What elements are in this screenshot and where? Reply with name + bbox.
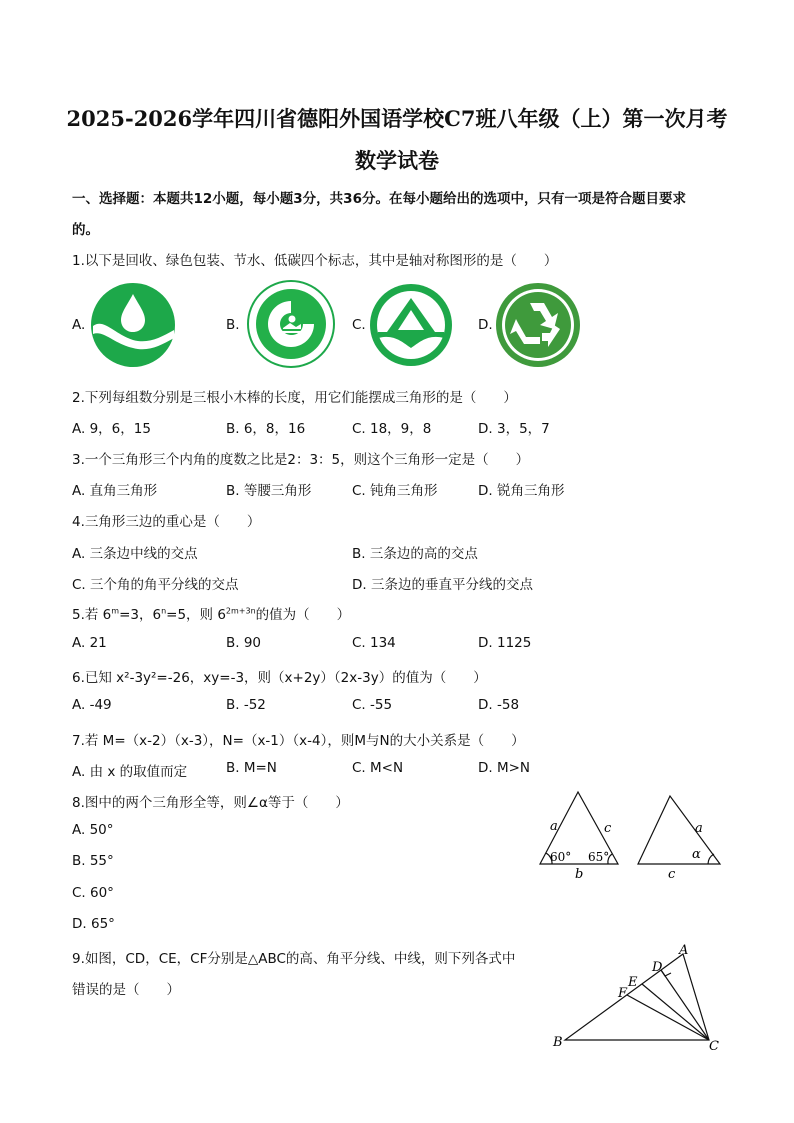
q1-option-b-label: B. — [226, 317, 240, 333]
q1-option-d-label: D. — [478, 317, 493, 333]
q8-option-d: D. 65° — [72, 916, 115, 932]
q9-bisector-ce — [642, 984, 709, 1040]
q9-triangle-figure — [545, 940, 725, 1054]
q8-angle-60: 60° — [550, 850, 572, 864]
q5-option-b: B. 90 — [226, 635, 262, 651]
q8-label-a-right: a — [695, 821, 703, 836]
q8-angle-65: 65° — [588, 850, 610, 864]
q8-congruent-triangles-figure — [530, 782, 730, 886]
q5-option-a: A. 21 — [72, 635, 107, 651]
q8-option-b: B. 55° — [72, 853, 114, 869]
q2-option-d: D. 3，5，7 — [478, 421, 550, 437]
q1-option-a-label: A. — [72, 317, 86, 333]
q3-option-a: A. 直角三角形 — [72, 483, 158, 499]
question-8-stem: 8.图中的两个三角形全等，则∠α等于（ ） — [72, 795, 349, 811]
q9-label-c: C — [709, 1039, 719, 1054]
exam-title-line1: 2025-2026学年四川省德阳外国语学校C7班八年级（上）第一次月考 — [66, 106, 728, 131]
q8-right-triangle — [638, 796, 720, 864]
q3-option-b: B. 等腰三角形 — [226, 483, 312, 499]
q9-label-e: E — [628, 975, 638, 990]
water-saving-logo-icon — [368, 282, 454, 368]
q8-option-a: A. 50° — [72, 822, 114, 838]
q3-option-c: C. 钝角三角形 — [352, 483, 438, 499]
q2-option-a: A. 9，6，15 — [72, 421, 151, 437]
question-1-stem: 1.以下是回收、绿色包装、节水、低碳四个标志，其中是轴对称图形的是（ ） — [72, 253, 558, 269]
q4-option-a: A. 三条边中线的交点 — [72, 546, 198, 562]
q8-option-c: C. 60° — [72, 885, 114, 901]
green-package-logo-icon — [246, 279, 336, 369]
exam-title-line2: 数学试卷 — [355, 148, 439, 173]
q6-option-d: D. -58 — [478, 697, 520, 713]
q9-label-d: D — [652, 960, 663, 975]
q8-label-alpha: α — [692, 847, 701, 862]
recycle-logo-icon — [494, 281, 582, 369]
question-7-stem: 7.若 M=（x-2）（x-3），N=（x-1）（x-4），则M与N的大小关系是（ ） — [72, 733, 525, 749]
q5-option-d: D. 1125 — [478, 635, 532, 651]
q6-option-c: C. -55 — [352, 697, 393, 713]
q8-label-a-left: a — [550, 819, 558, 834]
q1-option-c-label: C. — [352, 317, 366, 333]
q7-option-d: D. M>N — [478, 760, 531, 776]
question-4-stem: 4.三角形三边的重心是（ ） — [72, 514, 261, 530]
q7-option-c: C. M<N — [352, 760, 404, 776]
q2-option-b: B. 6，8，16 — [226, 421, 306, 437]
q6-option-b: B. -52 — [226, 697, 266, 713]
q9-label-b: B — [553, 1035, 563, 1050]
q7-option-a: A. 由 x 的取值而定 — [72, 764, 188, 780]
question-5-stem: 5.若 $6^m=3$，$6^n=5$，则 $6^{2m+3n}$的值为（ ） — [72, 606, 351, 623]
question-2-stem: 2.下列每组数分别是三根小木棒的长度，用它们能摆成三角形的是（ ） — [72, 390, 517, 406]
q8-label-c-left: c — [604, 821, 612, 836]
q6-option-a: A. -49 — [72, 697, 112, 713]
q7-option-b: B. M=N — [226, 760, 277, 776]
q5-option-c: C. 134 — [352, 635, 396, 651]
question-3-stem: 3.一个三角形三个内角的度数之比是2：3：5，则这个三角形一定是（ ） — [72, 452, 530, 468]
q9-altitude-cd — [661, 970, 709, 1040]
q4-option-b: B. 三条边的高的交点 — [352, 546, 478, 562]
q4-option-c: C. 三个角的角平分线的交点 — [72, 577, 239, 593]
question-6-stem: 6.已知 x²-3y²=-26，xy=-3，则（x+2y）（2x-3y）的值为（ ） — [72, 670, 487, 686]
q9-label-a: A — [679, 943, 689, 958]
section1-instructions-line1: 一、选择题：本题共12小题，每小题3分，共36分。在每小题给出的选项中，只有一项是符合题目要求 — [72, 191, 686, 207]
question-9-stem-line1: 9.如图，CD，CE，CF分别是△ABC的高、角平分线、中线，则下列各式中 — [72, 951, 516, 967]
section1-instructions-line2: 的。 — [72, 222, 99, 238]
question-9-stem-line2: 错误的是（ ） — [72, 982, 180, 998]
q9-median-cf — [627, 995, 709, 1040]
q4-option-d: D. 三条边的垂直平分线的交点 — [352, 577, 533, 593]
q8-label-b: b — [575, 867, 584, 882]
q8-label-c-right: c — [668, 867, 676, 882]
q2-option-c: C. 18，9，8 — [352, 421, 432, 437]
water-drop-logo-icon — [90, 282, 176, 368]
q9-label-f: F — [618, 986, 628, 1001]
q3-option-d: D. 锐角三角形 — [478, 483, 565, 499]
